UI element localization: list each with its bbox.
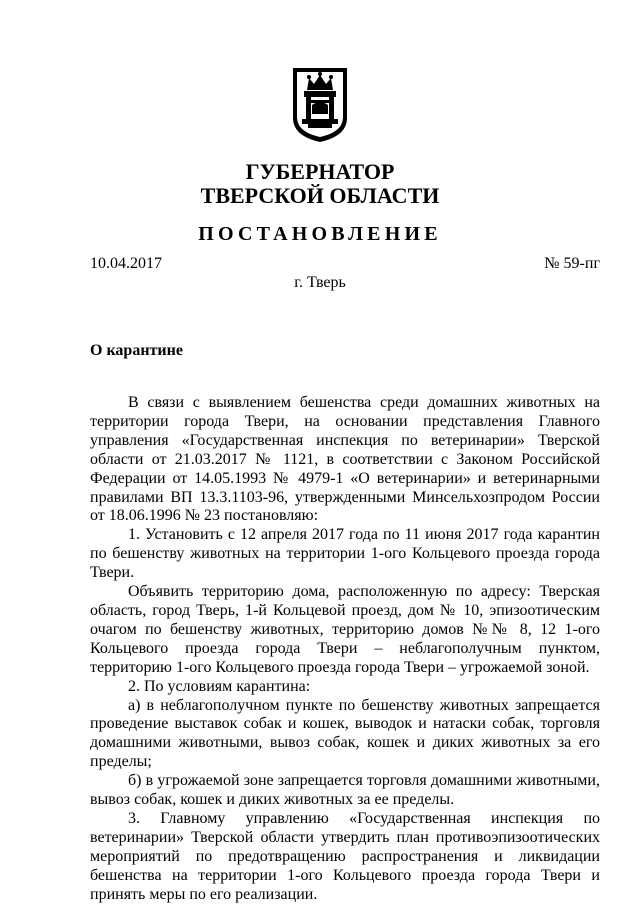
authority-region: ТВЕРСКОЙ ОБЛАСТИ (200, 183, 440, 208)
paragraph: а) в неблагополучном пункте по бешенству животных запрещается проведение выставок собак и кошек, выводок и натаски собак, торговля домашними животными, вывоз собак, кошек и диких животных за его пределы; (90, 696, 600, 771)
paragraph: 3. Главному управлению «Государственная инспекция по ветеринарии» Тверской области утвердить план противоэпизоотических мероприятий по предотвращению распространения и ликвидации бешенства на территории 1-ого Кольцевого проезда города Твери и принять меры по его реализации. (90, 809, 600, 903)
tver-coat-of-arms-icon (290, 66, 350, 144)
document-city: г. Тверь (294, 274, 346, 291)
paragraph: 1. Установить с 12 апреля 2017 года по 11 июня 2017 года карантин по бешенству животных на территории 1-ого Кольцевого проезда города Твери. (90, 526, 600, 582)
document-number: № 59-пг (544, 255, 600, 272)
document-type: ПОСТАНОВЛЕНИЕ (198, 223, 442, 245)
authority-title: ГУБЕРНАТОР (245, 159, 395, 184)
paragraph: б) в угрожаемой зоне запрещается торговля домашними животными, вывоз собак, кошек и диких животных за ее пределы. (90, 772, 600, 809)
document-date: 10.04.2017 (90, 255, 162, 272)
document-subject: О карантине (90, 342, 183, 359)
paragraph: 2. По условиям карантина: (128, 677, 311, 695)
paragraph: В связи с выявлением бешенства среди домашних животных на территории города Твери, на основании представления Главного управления «Государственная инспекция по ветеринарии» Тверской области от 21.03.2017 № 1121, в соответствии с Законом Российской Федерации от 14.05.1993 № 4979-1 «О ветеринарии» и ветеринарными правилами ВП 13.3.1103-96, утвержденными Минсельхозпродом России от 18.06.1996 № 23 постановляю: (90, 394, 600, 525)
document-body (90, 394, 600, 904)
paragraph: Объявить территорию дома, расположенную по адресу: Тверская область, город Тверь, 1-й Кольцевой проезд, дом № 10, эпизоотическим очагом по бешенству животных, территорию домов №№ 8, 12 1-ого Кольцевого проезда города Твери – неблагополучным пунктом, территорию 1-ого Кольцевого проезда города Твери – угрожаемой зоной. (90, 583, 600, 676)
